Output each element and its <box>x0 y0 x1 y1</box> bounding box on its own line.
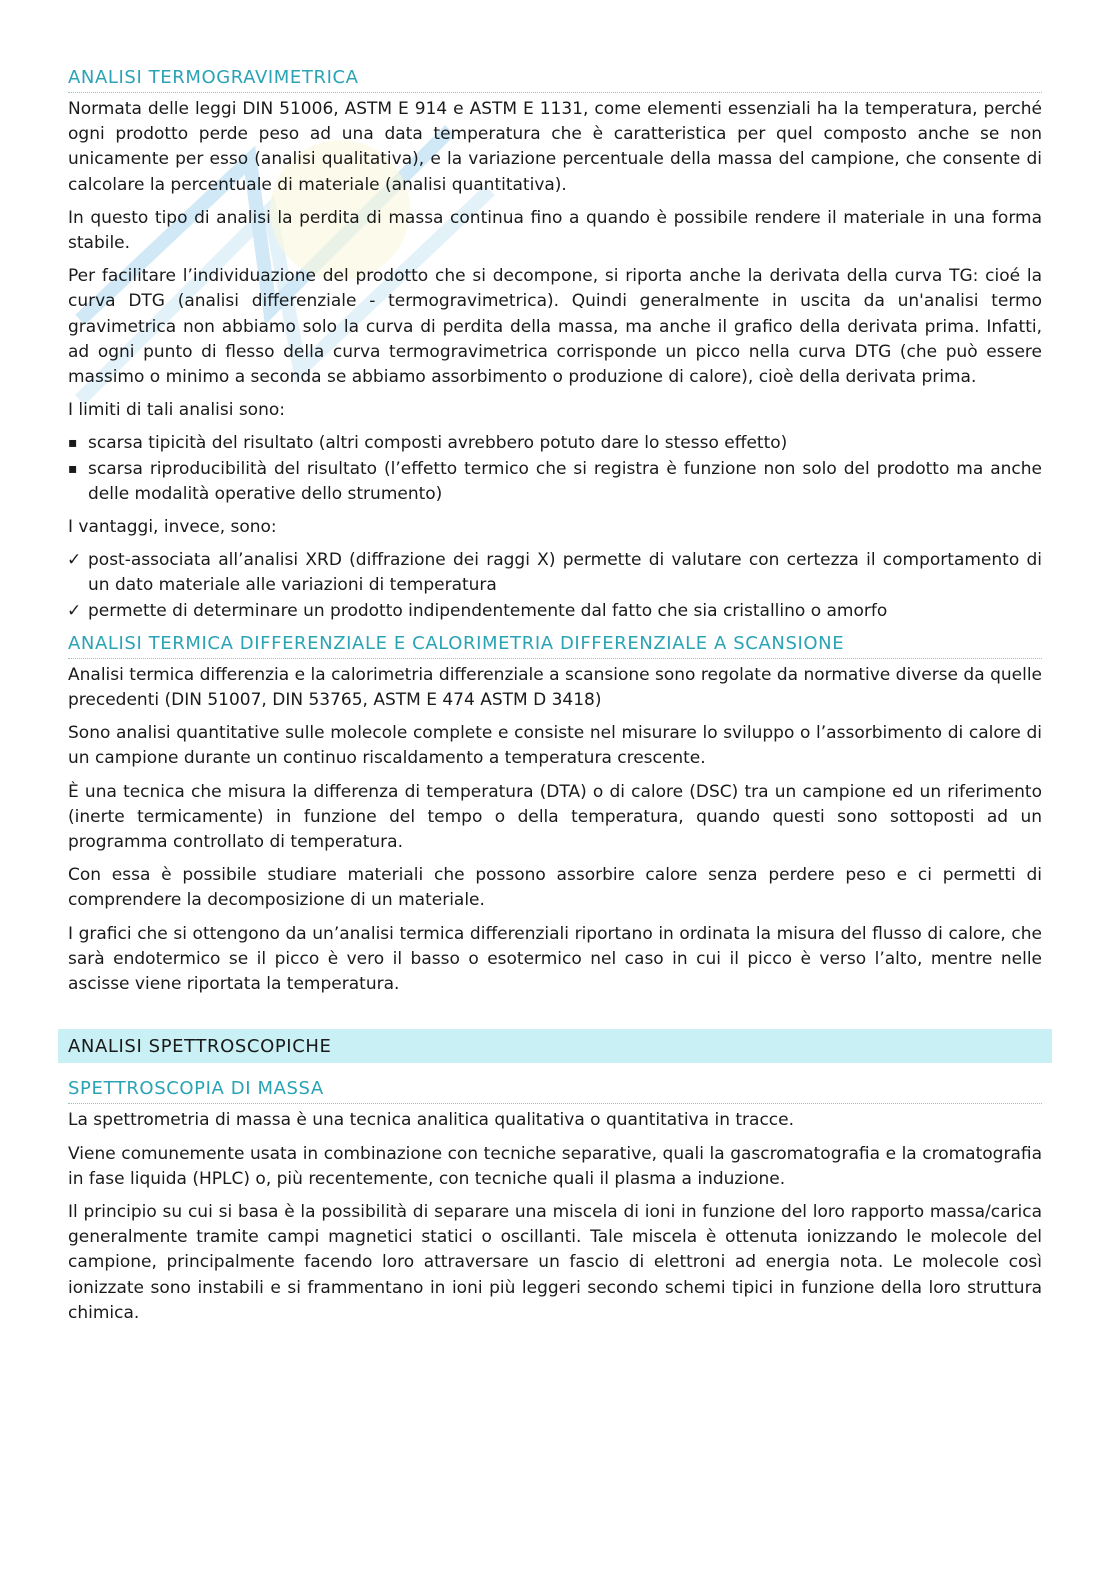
chapter-heading-spettroscopiche: ANALISI SPETTROSCOPICHE <box>58 1029 1052 1063</box>
list-item-text: scarsa tipicità del risultato (altri composti avrebbero potuto dare lo stesso effetto) <box>88 433 788 454</box>
document-page <box>68 66 1042 1334</box>
paragraph: Il principio su cui si basa è la possibilità di separare una miscela di ioni in funzione del loro rapporto massa/carica generalmente tramite campi magnetici statici o oscillanti. Tale miscela è ottenuta ionizzando le molecole del campione, principalmente facendo loro attraversare un fascio di elettroni ad energia nota. Le molecole così ionizzate sono instabili e si frammentano in ioni più leggeri secondo schemi tipici in funzione della loro struttura chimica. <box>68 1201 1042 1323</box>
list-item <box>68 548 1042 598</box>
section-heading-termogravimetrica: ANALISI TERMOGRAVIMETRICA <box>68 66 1042 93</box>
list-item-text: post-associata all’analisi XRD (diffrazione dei raggi X) permette di valutare con certezza il comportamento di un dato materiale alle variazioni di temperatura <box>88 550 1042 596</box>
paragraph: È una tecnica che misura la differenza di temperatura (DTA) o di calore (DSC) tra un campione ed un riferimento (inerte termicamente) in funzione del tempo o della temperatura, quando questi sono sottoposti ad un programma controllato di temperatura. <box>68 781 1042 853</box>
limits-list <box>68 431 1042 507</box>
paragraph: Sono analisi quantitative sulle molecole complete e consiste nel misurare lo sviluppo o l’assorbimento di calore di un campione durante un continuo riscaldamento a temperatura crescente. <box>68 723 1042 769</box>
paragraph: La spettrometria di massa è una tecnica analitica qualitativa o quantitativa in tracce. <box>68 1110 794 1131</box>
paragraph: Con essa è possibile studiare materiali che possono assorbire calore senza perdere peso e ci permetti di comprendere la decomposizione di un materiale. <box>68 865 1042 911</box>
paragraph: I limiti di tali analisi sono: <box>68 400 285 421</box>
paragraph: Analisi termica differenzia e la calorimetria differenziale a scansione sono regolate da normative diverse da quelle precedenti (DIN 51007, DIN 53765, ASTM E 474 ASTM D 3418) <box>68 664 1042 711</box>
section-heading-spettroscopia-di-massa: SPETTROSCOPIA DI MASSA <box>68 1077 1042 1104</box>
checkmark-icon: ✓ <box>67 600 82 621</box>
paragraph: Normata delle leggi DIN 51006, ASTM E 914 e ASTM E 1131, come elementi essenziali ha la temperatura, perché ogni prodotto perde peso ad una data temperatura che è caratteristica per quel composto anche se non unicamente per esso (analisi qualitativa), e la variazione percentuale della massa del campione, che consente di calcolare la percentuale di materiale (analisi quantitativa). <box>68 99 1042 195</box>
paragraph: In questo tipo di analisi la perdita di massa continua fino a quando è possibile rendere il materiale in una forma stabile. <box>68 207 1042 254</box>
paragraph: Per facilitare l’individuazione del prodotto che si decompone, si riporta anche la derivata della curva TG: cioé la curva DTG (analisi differenziale - termogravimetrica). Quindi generalmente in uscita da un'analisi termo gravimetrica non abbiamo solo la curva di perdita della massa, ma anche il grafico della derivata prima. Infatti, ad ogni punto di flesso della curva termogravimetrica corrisponde un picco nella curva DTG (che può essere massimo o minimo a seconda se abbiamo assorbimento o produzione di calore), cioè della derivata prima. <box>68 266 1042 388</box>
paragraph: Viene comunemente usata in combinazione con tecniche separative, quali la gascromatografia e la cromatografia in fase liquida (HPLC) o, più recentemente, con tecniche quali il plasma a induzione. <box>68 1143 1042 1189</box>
list-item <box>68 599 1042 624</box>
list-item <box>68 457 1042 507</box>
section-heading-termica-differenziale: ANALISI TERMICA DIFFERENZIALE E CALORIMETRIA DIFFERENZIALE A SCANSIONE <box>68 632 1042 659</box>
list-item-text: permette di determinare un prodotto indipendentemente dal fatto che sia cristallino o amorfo <box>88 600 888 621</box>
checkmark-icon: ✓ <box>67 550 82 571</box>
advantages-list <box>68 548 1042 624</box>
paragraph: I vantaggi, invece, sono: <box>68 517 277 538</box>
list-item-text: scarsa riproducibilità del risultato (l’effetto termico che si registra è funzione non solo del prodotto ma anche delle modalità operative dello strumento) <box>88 458 1042 504</box>
paragraph: I grafici che si ottengono da un’analisi termica differenziali riportano in ordinata la misura del flusso di calore, che sarà endotermico se il picco è vero il basso o esotermico nel caso in cui il picco è verso l’alto, mentre nelle ascisse viene riportata la temperatura. <box>68 923 1042 995</box>
square-bullet-icon: ▪ <box>68 435 78 452</box>
square-bullet-icon: ▪ <box>68 460 78 477</box>
list-item <box>68 431 1042 456</box>
